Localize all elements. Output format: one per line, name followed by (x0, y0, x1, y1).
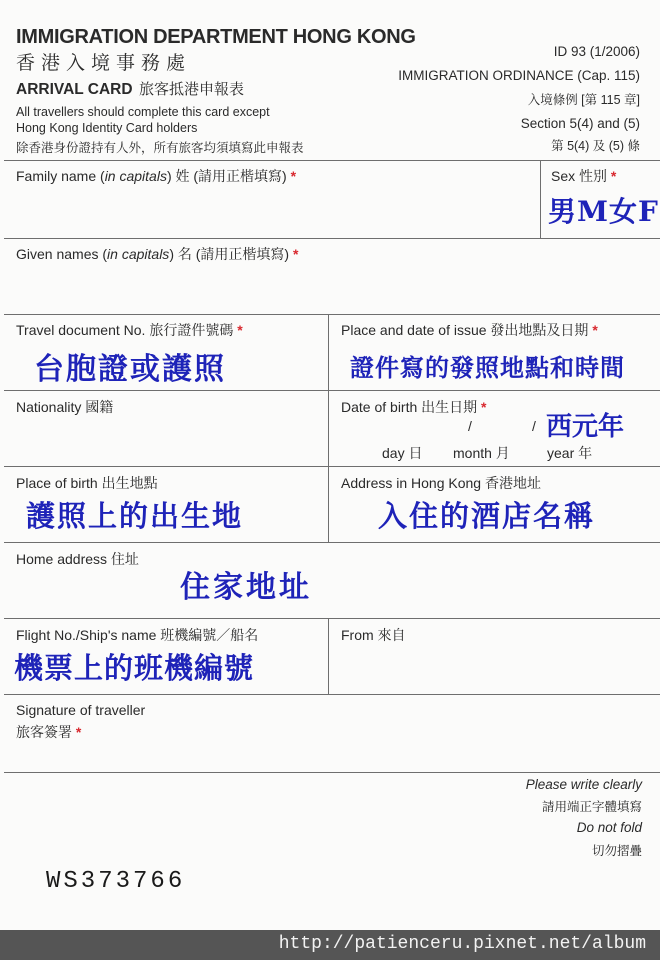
family-name-label: Family name (in capitals) 姓 (請用正楷填寫) * (16, 168, 297, 184)
section-zh: 第 5(4) 及 (5) 條 (551, 139, 640, 153)
card-name-row (16, 78, 244, 99)
divider (540, 160, 541, 238)
sex-label: Sex 性別 * (551, 168, 617, 184)
hk-address-label: Address in Hong Kong 香港地址 (341, 475, 541, 491)
flight-no-label: Flight No./Ship's name 班機編號／船名 (16, 627, 259, 643)
card-name: ARRIVAL CARD (16, 81, 133, 98)
instruction-line2: Hong Kong Identity Card holders (16, 121, 198, 135)
place-date-issue-label: Place and date of issue 發出地點及日期 * (341, 322, 598, 338)
watermark-url: http://patienceru.pixnet.net/album (278, 934, 646, 954)
signature-label: Signature of traveller (16, 702, 146, 718)
dob-slash: / (468, 418, 472, 434)
place-date-issue-value[interactable]: 證件寫的發照地點和時間 (350, 353, 625, 382)
write-clearly-note-zh: 請用端正字體填寫 (541, 800, 642, 814)
do-not-fold-note: Do not fold (576, 820, 642, 835)
divider (4, 618, 660, 619)
dob-year-label: year 年 (547, 445, 593, 461)
divider (4, 238, 660, 239)
instruction-line1: All travellers should complete this card except (16, 105, 270, 119)
serial-number: WS373766 (46, 868, 186, 895)
travel-document-value[interactable]: 台胞證或護照 (34, 352, 226, 387)
home-address-value[interactable]: 住家地址 (180, 570, 312, 605)
section: Section 5(4) and (5) (520, 116, 640, 131)
divider (4, 314, 660, 315)
ordinance: IMMIGRATION ORDINANCE (Cap. 115) (398, 68, 640, 83)
flight-no-value[interactable]: 機票上的班機編號 (14, 651, 255, 685)
form-id: ID 93 (1/2006) (553, 44, 640, 59)
place-of-birth-value[interactable]: 護照上的出生地 (26, 499, 244, 533)
date-of-birth-label: Date of birth 出生日期 * (341, 399, 487, 415)
nationality-label: Nationality 國籍 (16, 399, 114, 415)
divider (4, 694, 660, 695)
from-label: From 來自 (341, 627, 406, 643)
ordinance-zh: 入境條例 [第 115 章] (527, 93, 640, 107)
dob-year-value[interactable]: 西元年 (546, 412, 625, 442)
divider (4, 160, 660, 161)
divider (328, 314, 329, 542)
divider (4, 542, 660, 543)
do-not-fold-note-zh: 切勿摺疊 (591, 844, 642, 858)
divider (4, 772, 660, 773)
signature-label-zh: 旅客簽署 * (16, 724, 82, 740)
hk-address-value[interactable]: 入住的酒店名稱 (378, 499, 596, 533)
write-clearly-note: Please write clearly (525, 777, 642, 792)
sex-value[interactable]: 男M女F (548, 195, 659, 228)
divider (328, 618, 329, 694)
divider (4, 390, 660, 391)
card-name-zh: 旅客抵港申報表 (139, 81, 245, 98)
dob-slash: / (532, 418, 536, 434)
home-address-label: Home address 住址 (16, 551, 139, 567)
dob-day-label: day 日 (382, 445, 423, 461)
department-title-zh: 香港入境事務處 (16, 53, 192, 74)
dob-month-label: month 月 (453, 445, 510, 461)
place-of-birth-label: Place of birth 出生地點 (16, 475, 158, 491)
travel-document-label: Travel document No. 旅行證件號碼 * (16, 322, 243, 338)
divider (4, 466, 660, 467)
instruction-zh: 除香港身份證持有人外，所有旅客均須填寫此申報表 (16, 141, 304, 155)
given-names-label: Given names (in capitals) 名 (請用正楷填寫) * (16, 246, 299, 262)
department-title: IMMIGRATION DEPARTMENT HONG KONG (16, 26, 416, 48)
